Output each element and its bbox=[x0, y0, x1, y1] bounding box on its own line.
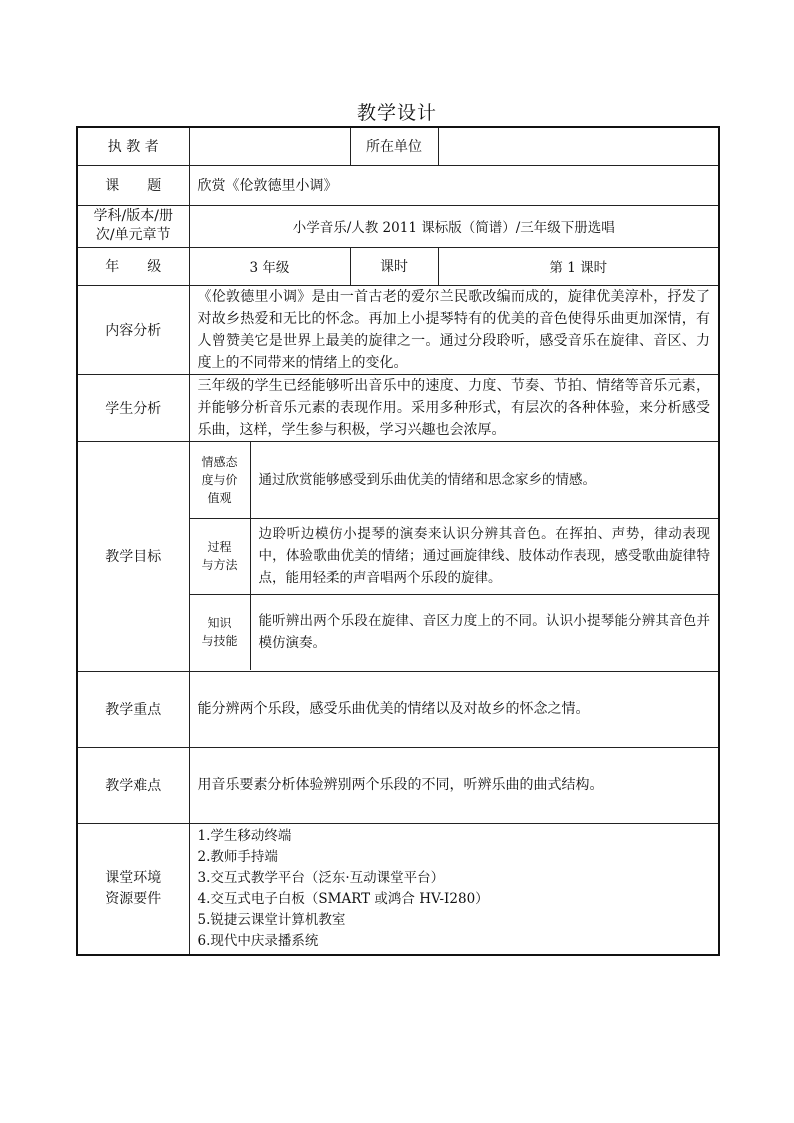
environment-list bbox=[189, 823, 719, 955]
goal-process-text: 边聆听边模仿小提琴的演奏来认识分辨其音色。在挥拍、声势，律动表现中，体验歌曲优美的情绪；通过画旋律线、肢体动作表现，感受歌曲旋律特点，能用轻柔的声音唱两个乐段的旋律。 bbox=[250, 518, 718, 594]
students-label: 学生分析 bbox=[77, 374, 189, 441]
unit-value[interactable] bbox=[438, 127, 719, 165]
goal-process-label-line2: 与方法 bbox=[201, 558, 238, 572]
subject-label bbox=[77, 205, 189, 247]
period-value: 第 1 课时 bbox=[438, 247, 719, 285]
goals-label: 教学目标 bbox=[77, 441, 189, 671]
row-student-analysis bbox=[77, 374, 719, 441]
goal-attitude-text: 通过欣赏能够感受到乐曲优美的情绪和思念家乡的情感。 bbox=[250, 442, 718, 518]
key-points-label: 教学重点 bbox=[77, 671, 189, 747]
difficulties-text: 用音乐要素分析体验辨别两个乐段的不同，听辨乐曲的曲式结构。 bbox=[189, 747, 719, 823]
goals-cell bbox=[189, 441, 719, 671]
goal-process-label-line1: 过程 bbox=[207, 540, 232, 554]
content-text: 《伦敦德里小调》是由一首古老的爱尔兰民歌改编而成的，旋律优美淳朴，抒发了对故乡热爱和无比的怀念。再加上小提琴特有的优美的音色使得乐曲更加深情，有人曾赞美它是世界上最美的旋律之一。通过分段聆听，感受音乐在旋律、音区、力度上的不同带来的情绪上的变化。 bbox=[189, 285, 719, 374]
unit-label: 所在单位 bbox=[350, 127, 438, 165]
row-environment bbox=[77, 823, 719, 955]
subject-value: 小学音乐/人教 2011 课标版（简谱）/三年级下册选唱 bbox=[189, 205, 719, 247]
row-difficulties bbox=[77, 747, 719, 823]
goal-knowledge-label-line1: 知识 bbox=[207, 616, 232, 631]
goal-knowledge-label bbox=[190, 594, 251, 670]
subject-label-line2: 次/单元章节 bbox=[95, 227, 171, 243]
topic-label: 课 题 bbox=[77, 165, 189, 205]
goal-attitude-label bbox=[190, 442, 251, 518]
key-points-text: 能分辨两个乐段，感受乐曲优美的情绪以及对故乡的怀念之情。 bbox=[189, 671, 719, 747]
environment-item: 4.交互式电子白板（SMART 或鸿合 HV-I280） bbox=[197, 890, 489, 907]
goal-knowledge-label-line2: 与技能 bbox=[201, 634, 238, 649]
row-grade bbox=[77, 247, 719, 285]
row-key-points bbox=[77, 671, 719, 747]
lesson-design-table bbox=[76, 126, 720, 956]
period-label: 课时 bbox=[350, 247, 438, 285]
environment-item: 3.交互式教学平台（泛东·互动课堂平台） bbox=[197, 869, 445, 886]
environment-label-line2: 资源要件 bbox=[105, 890, 162, 907]
grade-value: 3 年级 bbox=[189, 247, 350, 285]
goal-row-attitude bbox=[190, 442, 719, 518]
page-title: 教学设计 bbox=[356, 102, 437, 124]
goal-attitude-label-line1: 情感态 bbox=[201, 454, 238, 469]
row-topic bbox=[77, 165, 719, 205]
row-teacher bbox=[77, 127, 719, 165]
row-subject bbox=[77, 205, 719, 247]
grade-label: 年 级 bbox=[77, 247, 189, 285]
goal-process-label bbox=[190, 518, 251, 594]
row-content-analysis bbox=[77, 285, 719, 374]
environment-label bbox=[77, 823, 189, 955]
topic-value: 欣赏《伦敦德里小调》 bbox=[189, 165, 719, 205]
environment-item: 6.现代中庆录播系统 bbox=[197, 932, 319, 949]
content-label: 内容分析 bbox=[77, 285, 189, 374]
environment-item: 2.教师手持端 bbox=[197, 848, 278, 865]
teacher-value[interactable] bbox=[189, 127, 350, 165]
subject-label-line1: 学科/版本/册 bbox=[93, 208, 173, 224]
goal-attitude-label-line2: 度与价 bbox=[201, 472, 238, 487]
goals-subtable bbox=[190, 442, 719, 670]
environment-label-line1: 课堂环境 bbox=[105, 869, 162, 886]
goal-row-process bbox=[190, 518, 719, 594]
difficulties-label: 教学难点 bbox=[77, 747, 189, 823]
students-text: 三年级的学生已经能够听出音乐中的速度、力度、节奏、节拍、情绪等音乐元素，并能够分析音乐元素的表现作用。采用多种形式，有层次的各种体验，来分析感受乐曲，这样，学生参与积极，学习兴趣也会浓厚。 bbox=[189, 374, 719, 441]
goal-row-knowledge bbox=[190, 594, 719, 670]
goal-attitude-label-line3: 值观 bbox=[207, 490, 232, 505]
row-teaching-goals bbox=[77, 441, 719, 671]
teacher-label: 执 教 者 bbox=[77, 127, 189, 165]
environment-item: 5.锐捷云课堂计算机教室 bbox=[197, 911, 346, 928]
environment-item: 1.学生移动终端 bbox=[197, 827, 292, 844]
goal-knowledge-text: 能听辨出两个乐段在旋律、音区力度上的不同。认识小提琴能分辨其音色并模仿演奏。 bbox=[250, 594, 718, 670]
